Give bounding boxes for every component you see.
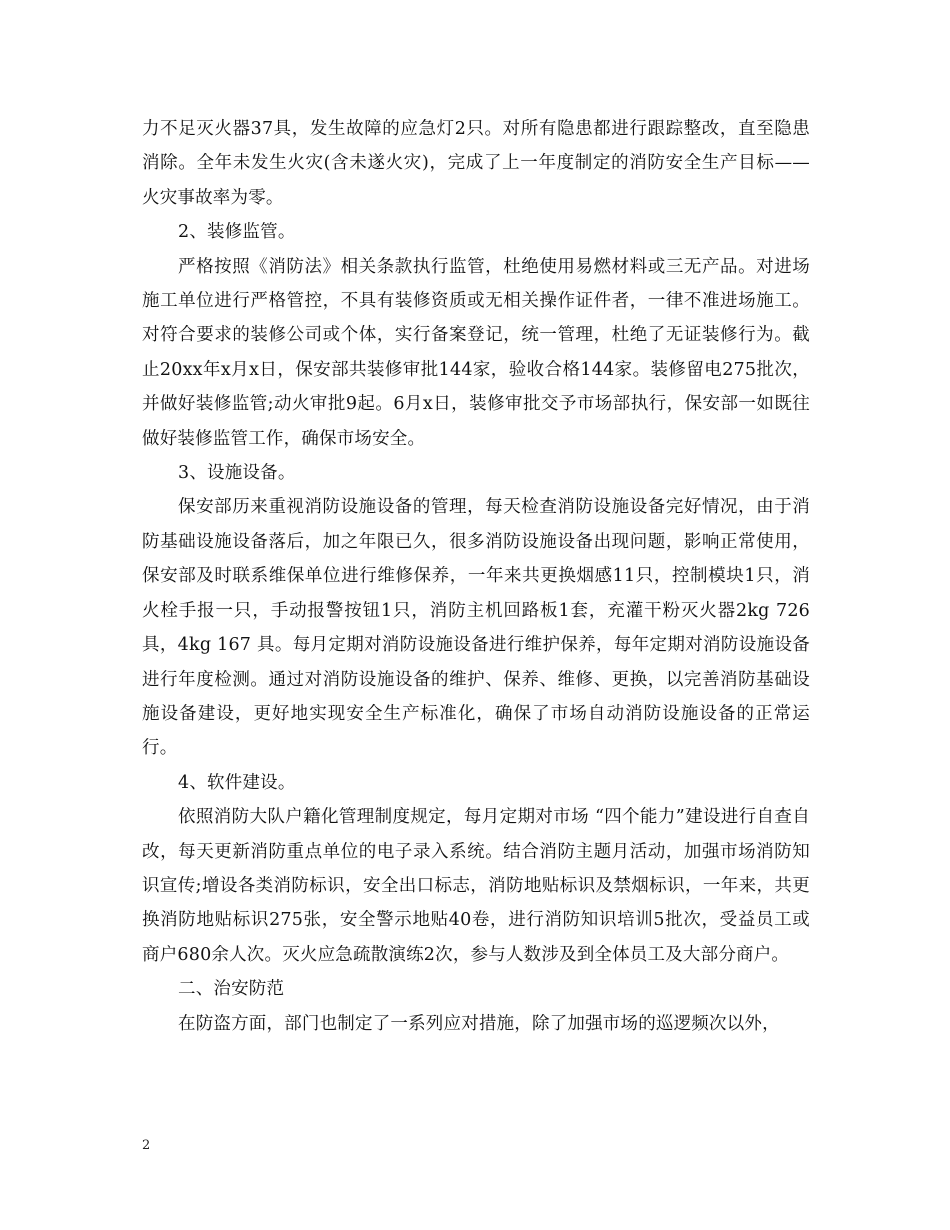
heading-software-construction: 4、软件建设。 [178, 772, 296, 793]
paragraph-renovation: 严格按照《消防法》相关条款执行监管，杜绝使用易燃材料或三无产品。对进场施工单位进行严格管控，不具有装修资质或无相关操作证件者，一律不准进场施工。对符合要求的装修公司或个体，实行备案登记，统一管理，杜绝了无证装修行为。截止20xx年x月x日，保安部共装修审批144家，验收合格144家。装修留电275批次，并做好装修监管;动火审批9起。6月x日，装修审批交予市场部执行，保安部一如既往做好装修监管工作，确保市场安全。 [142, 256, 810, 449]
paragraph-facilities: 保安部历来重视消防设施设备的管理，每天检查消防设施设备完好情况，由于消防基础设施设备落后，加之年限已久，很多消防设施设备出现问题，影响正常使用，保安部及时联系维保单位进行维修保养，一年来共更换烟感11只，控制模块1只，消火栓手报一只，手动报警按钮1只，消防主机回路板1套，充灌干粉灭火器2kg 726 具，4kg 167 具。每月定期对消防设施设备进行维护保养，每年定期对消防设施设备进行年度检测。通过对消防设施设备的维护、保养、维修、更换，以完善消防基础设施设备建设，更好地实现安全生产标准化，确保了市场自动消防设施设备的正常运行。 [142, 497, 810, 759]
heading-public-security: 二、治安防范 [178, 979, 285, 1000]
page-number: 2 [142, 1138, 151, 1153]
paragraph-continued: 力不足灭火器37具，发生故障的应急灯2只。对所有隐患都进行跟踪整改，直至隐患消除。全年未发生火灾(含未遂火灾)，完成了上一年度制定的消防安全生产目标——火灾事故率为零。 [142, 119, 810, 208]
body-text [142, 112, 810, 1041]
heading-renovation-supervision: 2、装修监管。 [178, 222, 296, 243]
heading-facilities-equipment: 3、设施设备。 [178, 463, 296, 484]
paragraph-anti-theft: 在防盗方面，部门也制定了一系列应对措施，除了加强市场的巡逻频次以外， [178, 1013, 780, 1034]
paragraph-software: 依照消防大队户籍化管理制度规定，每月定期对市场 “四个能力”建设进行自查自改，每天更新消防重点单位的电子录入系统。结合消防主题月活动，加强市场消防知识宣传;增设各类消防标识，安全出口标志，消防地贴标识及禁烟标识，一年来，共更换消防地贴标识275张，安全警示地贴40卷，进行消防知识培训5批次，受益员工或商户680余人次。灭火应急疏散演练2次，参与人数涉及到全体员工及大部分商户。 [142, 807, 810, 965]
